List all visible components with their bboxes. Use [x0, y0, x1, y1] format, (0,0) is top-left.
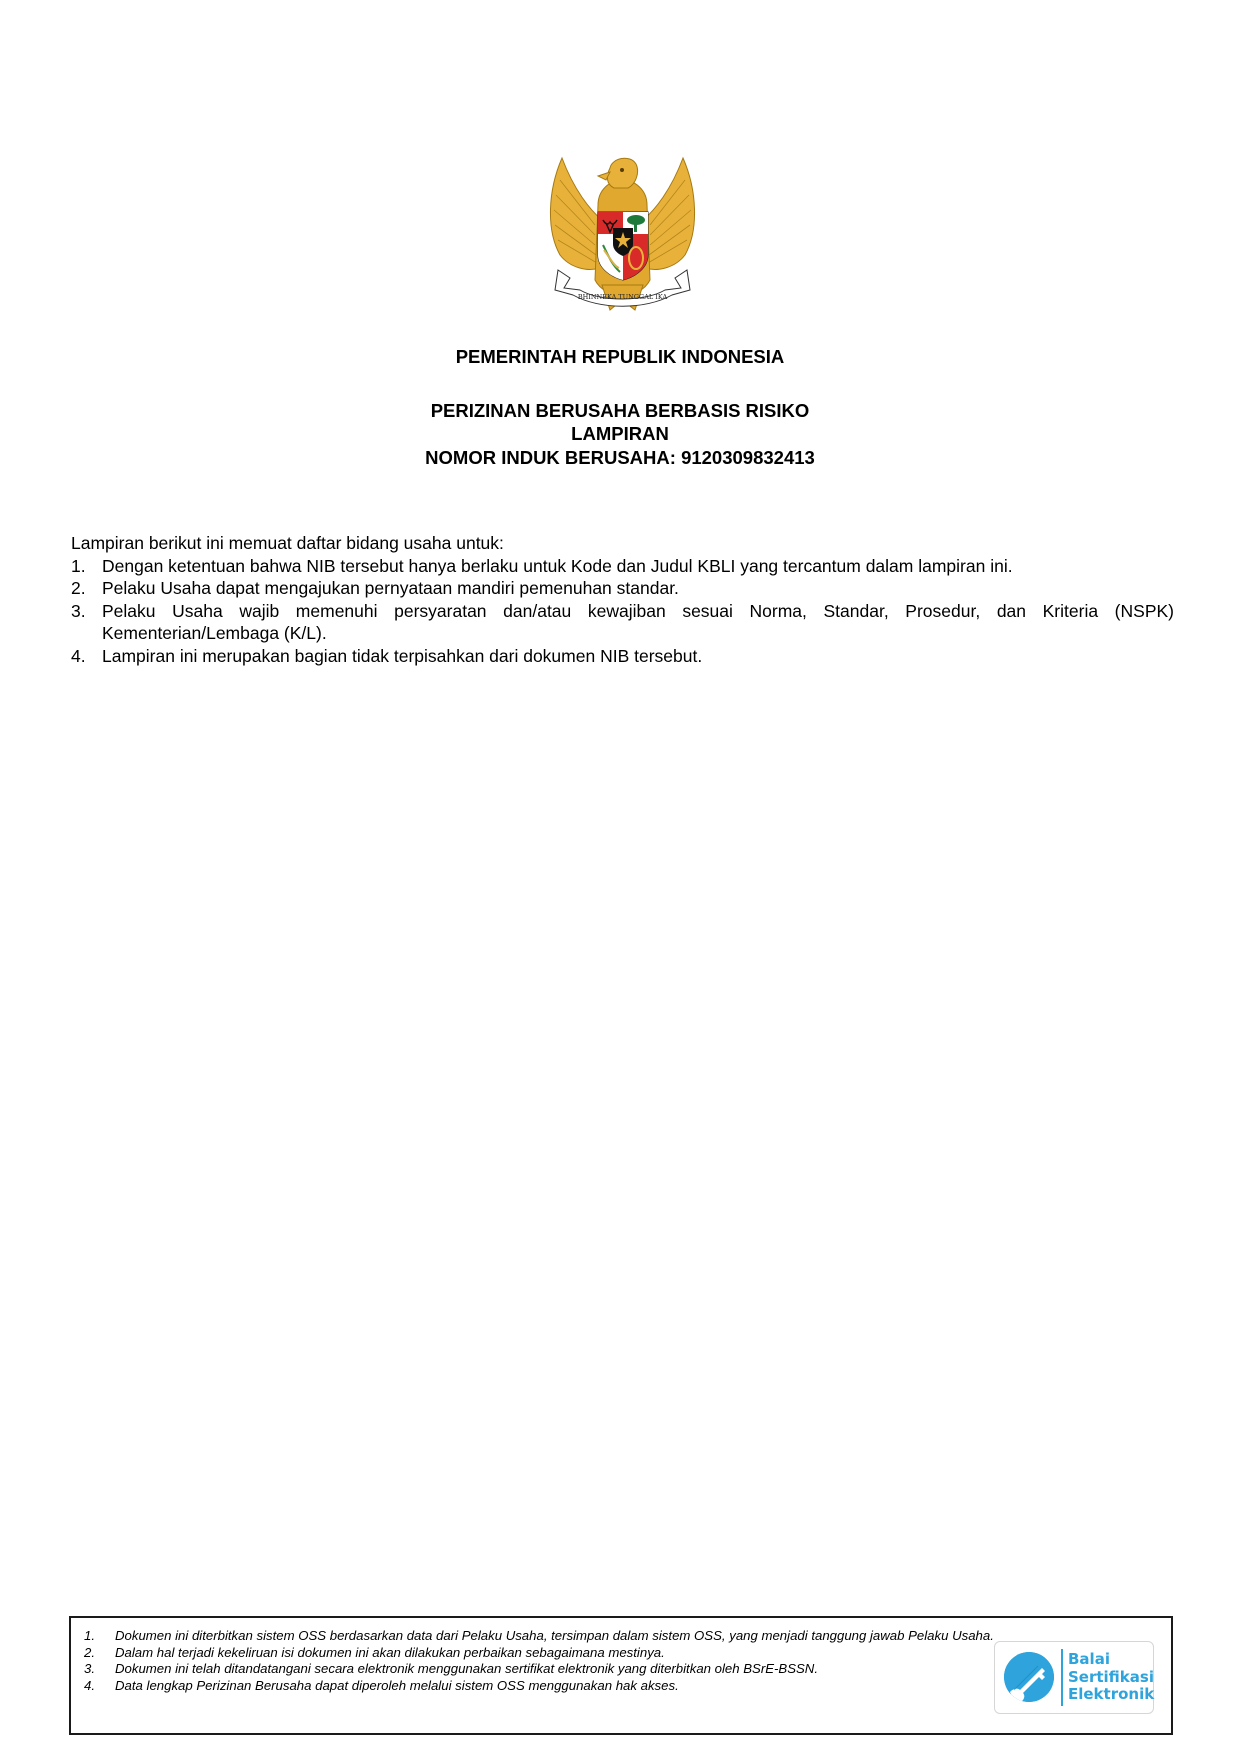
garuda-emblem	[540, 150, 705, 322]
footer-note-number: 1.	[84, 1628, 95, 1643]
footer-notes-list	[84, 1628, 994, 1694]
footer-note	[84, 1661, 994, 1678]
footer-note	[84, 1678, 994, 1695]
list-item-number: 4.	[71, 645, 86, 666]
list-item	[71, 645, 1174, 668]
nib-number: NOMOR INDUK BERUSAHA: 9120309832413	[425, 447, 815, 468]
bsre-line-3: Elektronik	[1068, 1685, 1155, 1703]
bsre-line-1: Balai	[1068, 1650, 1110, 1668]
garuda-pancasila-icon	[540, 150, 705, 322]
list-item-text: Pelaku Usaha dapat mengajukan pernyataan mandiri pemenuhan standar.	[102, 578, 679, 599]
list-item	[71, 555, 1174, 578]
document-subtitle: LAMPIRAN	[571, 423, 669, 444]
bsre-wordmark	[1068, 1651, 1154, 1704]
svg-text:BHINNEKA TUNGGAL IKA: BHINNEKA TUNGGAL IKA	[577, 293, 668, 301]
footer-note-text: Dalam hal terjadi kekeliruan isi dokumen ini akan dilakukan perbaikan sebagaimana mestinya.	[115, 1644, 665, 1660]
list-item-text: Lampiran ini merupakan bagian tidak terpisahkan dari dokumen NIB tersebut.	[102, 645, 703, 666]
list-item	[71, 600, 1174, 645]
footer-note-number: 2.	[84, 1644, 95, 1660]
list-item-number: 2.	[71, 578, 86, 599]
list-item	[71, 577, 1174, 600]
government-heading: PEMERINTAH REPUBLIK INDONESIA	[455, 346, 785, 367]
document-title: PERIZINAN BERUSAHA BERBASIS RISIKO	[430, 400, 810, 421]
footer-note	[84, 1628, 994, 1645]
list-item-text: Dengan ketentuan bahwa NIB tersebut hanya berlaku untuk Kode dan Judul KBLI yang tercantum dalam lampiran ini.	[102, 555, 1013, 576]
bsre-line-2: Sertifikasi	[1068, 1667, 1154, 1686]
footer-note	[84, 1645, 994, 1662]
intro-text: Lampiran berikut ini memuat daftar bidang usaha untuk:	[71, 533, 504, 553]
list-item-text: Pelaku Usaha wajib memenuhi persyaratan dan/atau kewajiban sesuai Norma, Standar, Prosedur, dan Kriteria (NSPK) Kementerian/Lembaga (K/L).	[102, 600, 1174, 644]
list-item-number: 3.	[71, 600, 86, 621]
footer-note-text: Dokumen ini diterbitkan sistem OSS berdasarkan data dari Pelaku Usaha, tersimpan dalam sistem OSS, yang menjadi tanggung jawab Pelaku Usaha.	[115, 1628, 994, 1643]
list-item-number: 1.	[71, 555, 86, 576]
provisions-list	[71, 555, 1174, 668]
footer-note-number: 3.	[84, 1661, 95, 1677]
footer-note-number: 4.	[84, 1677, 95, 1693]
bsre-key-icon	[1004, 1652, 1054, 1702]
footer-note-text: Dokumen ini telah ditandatangani secara elektronik menggunakan sertifikat elektronik yang diterbitkan oleh BSrE-BSSN.	[115, 1661, 818, 1677]
bsre-divider	[1061, 1649, 1063, 1706]
footer-note-text: Data lengkap Perizinan Berusaha dapat diperoleh melalui sistem OSS menggunakan hak akses.	[115, 1677, 679, 1693]
bsre-logo	[994, 1641, 1154, 1714]
footer-notes-box	[69, 1616, 1173, 1735]
